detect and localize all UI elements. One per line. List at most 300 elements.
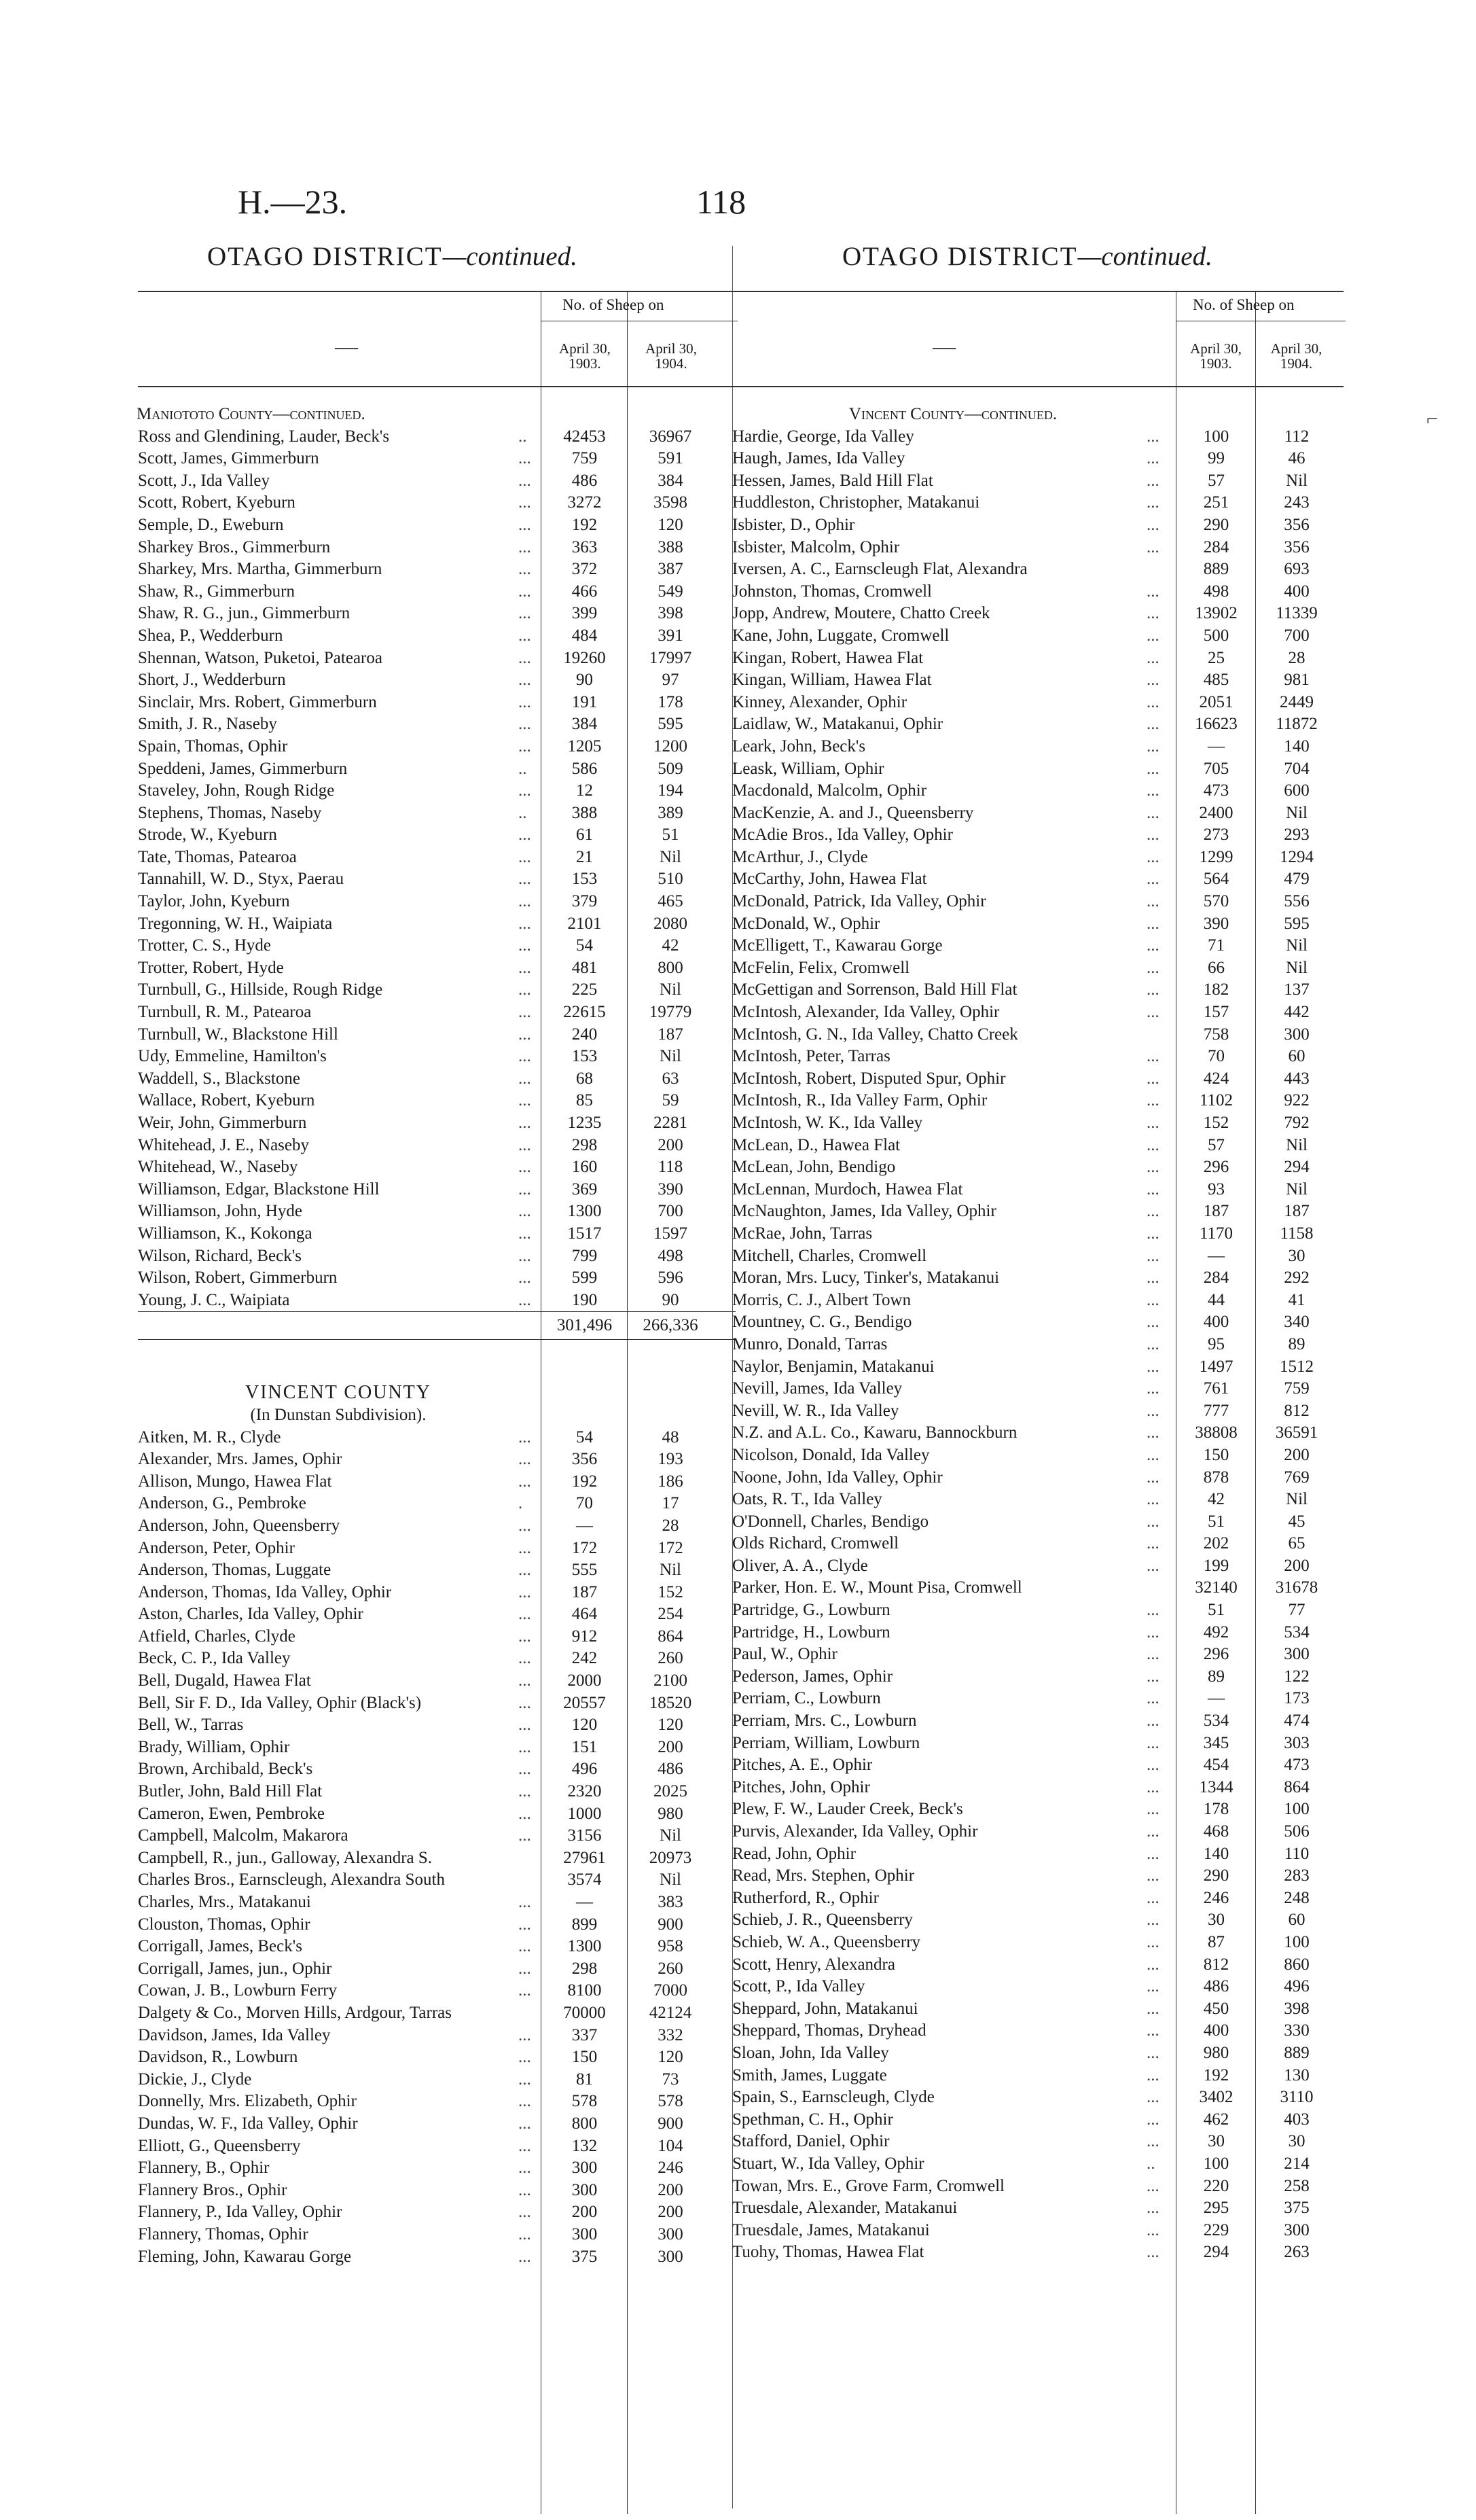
table-row <box>732 2153 1344 2176</box>
table-row <box>138 935 736 957</box>
entry-name: Anderson, Thomas, Ida Valley, Ophir <box>138 1582 392 1601</box>
leader-dots: ... <box>518 515 531 534</box>
sheep-1903: 2101 <box>567 914 602 933</box>
sheep-1903: 290 <box>1203 515 1229 534</box>
sheep-1904: 443 <box>1284 1069 1310 1088</box>
sheep-1904: 600 <box>1284 781 1310 800</box>
sheep-1904: 300 <box>658 2247 683 2266</box>
table-row <box>732 736 1344 758</box>
header-1904: April 30, 1904. <box>1270 340 1322 372</box>
table-row <box>732 1511 1344 1533</box>
sheep-1904: 246 <box>658 2159 683 2178</box>
table-row <box>732 2065 1344 2087</box>
entry-name: Johnston, Thomas, Cromwell <box>732 582 932 601</box>
sheep-1903: 192 <box>571 1472 598 1491</box>
sheep-1903: 980 <box>1203 2043 1229 2062</box>
sheep-1904: 100 <box>1284 1932 1310 1951</box>
sheep-1904: Nil <box>660 1561 681 1580</box>
sheep-1904: 294 <box>1284 1158 1310 1177</box>
entry-name: Moran, Mrs. Lucy, Tinker's, Matakanui <box>732 1268 1000 1288</box>
sheep-1903: 99 <box>1208 449 1225 468</box>
sheep-1904: 792 <box>1284 1114 1310 1132</box>
leader-dots: ... <box>518 604 531 623</box>
entry-name: Kingan, Robert, Hawea Flat <box>732 648 924 667</box>
entry-name: Partridge, H., Lowburn <box>732 1622 890 1641</box>
leader-dots: ... <box>1147 582 1159 601</box>
leader-dots: ... <box>518 2048 531 2067</box>
section-vincent: VINCENT COUNTY <box>245 1382 432 1404</box>
sheep-1904: 3598 <box>653 493 687 512</box>
entry-name: Read, John, Ophir <box>732 1844 856 1863</box>
table-row <box>138 692 736 714</box>
sheep-1904: 473 <box>1284 1756 1310 1775</box>
leader-dots: ... <box>1147 1645 1159 1664</box>
leader-dots: ... <box>1147 2132 1159 2151</box>
entry-name: Allison, Mungo, Hawea Flat <box>138 1472 332 1491</box>
sheep-1904: 390 <box>658 1179 683 1199</box>
sheep-1903: 61 <box>576 826 593 845</box>
sheep-1904: 293 <box>1284 826 1310 845</box>
sheep-1904: 258 <box>1284 2176 1310 2195</box>
sheep-1904: 300 <box>1284 2220 1310 2239</box>
entry-name: Beck, C. P., Ida Valley <box>138 1649 291 1668</box>
table-row <box>732 913 1344 936</box>
sheep-1904: 11339 <box>1276 604 1318 623</box>
leader-dots: .. <box>518 759 527 778</box>
leader-dots: ... <box>1147 1911 1159 1930</box>
sheep-1904: 118 <box>658 1158 683 1177</box>
table-row <box>732 1489 1344 1511</box>
leader-dots: ... <box>518 847 531 866</box>
sheep-1904: 549 <box>658 582 683 601</box>
entry-name: Sharkey, Mrs. Martha, Gimmerburn <box>138 560 382 579</box>
entry-name: Young, J. C., Waipiata <box>138 1290 290 1309</box>
entry-name: O'Donnell, Charles, Bendigo <box>732 1512 929 1531</box>
sheep-1903: 57 <box>1208 471 1225 490</box>
entry-name: Tuohy, Thomas, Hawea Flat <box>732 2243 924 2262</box>
sheep-1904: 332 <box>658 2025 683 2044</box>
table-row <box>732 1201 1344 1223</box>
table-row <box>732 957 1344 980</box>
sheep-1904: 693 <box>1284 560 1310 579</box>
sheep-1904: 922 <box>1284 1091 1310 1110</box>
sheep-1904: Nil <box>660 847 681 866</box>
entry-name: Wilson, Richard, Beck's <box>138 1246 302 1265</box>
entry-name: Spethman, C. H., Ophir <box>732 2110 893 2129</box>
entry-name: Waddell, S., Blackstone <box>138 1069 300 1088</box>
leader-dots: ... <box>518 1671 531 1690</box>
leader-dots: ... <box>1147 1932 1159 1951</box>
sheep-1903: 30 <box>1208 1911 1225 1930</box>
entry-name: McRae, John, Tarras <box>732 1224 873 1243</box>
table-row <box>732 1932 1344 1954</box>
leader-dots: ... <box>1147 1268 1159 1288</box>
leader-dots: ... <box>1147 1999 1159 2018</box>
entry-name: Sinclair, Mrs. Robert, Gimmerburn <box>138 692 377 711</box>
entry-name: Williamson, K., Kokonga <box>138 1224 312 1243</box>
entry-name: Charles, Mrs., Matakanui <box>138 1893 311 1911</box>
entry-name: Anderson, Thomas, Luggate <box>138 1561 331 1580</box>
table-row <box>138 758 736 781</box>
entry-name: Huddleston, Christopher, Matakanui <box>732 493 980 512</box>
entry-name: Purvis, Alexander, Ida Valley, Ophir <box>732 1822 978 1841</box>
sheep-1904: 110 <box>1284 1844 1310 1863</box>
leader-dots: ... <box>518 1649 531 1668</box>
table-row <box>732 1001 1344 1024</box>
sheep-1903: 345 <box>1203 1733 1229 1752</box>
sheep-1904: 3110 <box>1280 2088 1314 2107</box>
sheep-1903: 761 <box>1203 1379 1229 1398</box>
table-row <box>732 1267 1344 1290</box>
header-1904: April 30, 1904. <box>645 340 697 372</box>
sheep-1903: 182 <box>1203 980 1229 999</box>
sheep-1903: 284 <box>1203 1268 1229 1288</box>
leader-dots: ... <box>518 1179 531 1199</box>
table-row <box>138 2246 736 2269</box>
entry-name: Bell, Dugald, Hawea Flat <box>138 1671 311 1690</box>
leader-dots: ... <box>1147 1224 1159 1243</box>
leader-dots: ... <box>1147 803 1159 822</box>
sheep-1903: 486 <box>571 471 598 490</box>
sheep-1904: 59 <box>662 1091 679 1110</box>
leader-dots: .. <box>518 427 527 446</box>
sheep-1903: 464 <box>571 1605 598 1624</box>
sheep-1903: 42453 <box>563 427 606 446</box>
entry-name: Read, Mrs. Stephen, Ophir <box>732 1866 915 1885</box>
table-row <box>732 1777 1344 1799</box>
sheep-1904: 30 <box>1288 2132 1306 2151</box>
entry-name: Wallace, Robert, Kyeburn <box>138 1091 315 1110</box>
leader-dots: ... <box>1147 1866 1159 1885</box>
sheep-1904: 19779 <box>649 1003 692 1022</box>
entry-name: Turnbull, R. M., Patearoa <box>138 1003 312 1022</box>
entry-name: Scott, J., Ida Valley <box>138 471 270 490</box>
sheep-1904: 200 <box>658 1737 683 1756</box>
sheep-1904: 187 <box>658 1025 683 1044</box>
right-table-header <box>732 291 1344 387</box>
table-row <box>732 1909 1344 1932</box>
entry-name: Campbell, Malcolm, Makarora <box>138 1826 348 1845</box>
sheep-1904: 48 <box>662 1427 679 1447</box>
entry-name: Perriam, C., Lowburn <box>732 1689 881 1708</box>
sheep-1904: 889 <box>1284 2043 1310 2062</box>
sheep-1904: 498 <box>658 1246 683 1265</box>
entry-name: Schieb, J. R., Queensberry <box>732 1911 913 1930</box>
entry-name: Whitehead, W., Naseby <box>138 1158 298 1177</box>
entry-name: Oats, R. T., Ida Valley <box>732 1490 882 1509</box>
sheep-1904: 509 <box>658 759 683 778</box>
sheep-1903: 120 <box>571 1716 598 1735</box>
entry-name: Naylor, Benjamin, Matakanui <box>732 1357 935 1376</box>
left-table <box>138 291 736 2268</box>
entry-name: Shennan, Watson, Puketoi, Patearoa <box>138 648 382 667</box>
table-row <box>138 1869 736 1892</box>
sheep-1904: 100 <box>1284 1800 1310 1819</box>
sheep-1903: 758 <box>1203 1025 1229 1044</box>
sheep-1903: 298 <box>571 1959 598 1978</box>
sheep-1904: 700 <box>658 1202 683 1221</box>
entry-name: Strode, W., Kyeburn <box>138 826 277 845</box>
table-row <box>138 448 736 470</box>
entry-name: Taylor, John, Kyeburn <box>138 892 290 911</box>
sheep-1904: 388 <box>658 537 683 556</box>
leader-dots: ... <box>518 958 531 977</box>
leader-dots: ... <box>1147 1534 1159 1553</box>
sheep-1904: 496 <box>1284 1977 1310 1996</box>
sheep-1903: 240 <box>571 1025 598 1044</box>
sheep-1903: 20557 <box>563 1693 606 1712</box>
sheep-1903: 399 <box>571 604 598 623</box>
entry-name: Campbell, R., jun., Galloway, Alexandra S. <box>138 1848 433 1867</box>
sheep-1904: 292 <box>1284 1268 1310 1288</box>
leader-dots: ... <box>1147 1091 1159 1110</box>
sheep-1903: 1517 <box>567 1224 602 1243</box>
leader-dots: ... <box>518 2159 531 2178</box>
sheep-1903: 295 <box>1203 2199 1229 2218</box>
sheep-1903: 1300 <box>567 1202 602 1221</box>
sheep-1903: 498 <box>1203 582 1229 601</box>
table-row <box>138 1179 736 1201</box>
sheep-1903: — <box>1208 1246 1225 1265</box>
entry-name: Perriam, William, Lowburn <box>732 1733 920 1752</box>
table-row <box>138 1936 736 1958</box>
entry-name: Hessen, James, Bald Hill Flat <box>732 471 933 490</box>
table-row <box>138 1626 736 1648</box>
sheep-1903: 57 <box>1208 1135 1225 1154</box>
sheep-1903: 2320 <box>567 1782 602 1801</box>
entry-name: Anderson, G., Pembroke <box>138 1494 306 1513</box>
sheep-1904: 700 <box>1284 626 1310 645</box>
entry-name: Laidlaw, W., Matakanui, Ophir <box>732 715 943 734</box>
sheep-1903: 462 <box>1203 2110 1229 2129</box>
sheep-1903: 160 <box>571 1158 598 1177</box>
table-row <box>138 1825 736 1847</box>
table-row <box>138 2046 736 2069</box>
sheep-1904: 120 <box>658 515 683 534</box>
header-dash: — <box>335 334 358 359</box>
sheep-1903: 95 <box>1208 1334 1225 1353</box>
sheep-1903: 19260 <box>563 648 606 667</box>
sheep-1903: 284 <box>1203 537 1229 556</box>
sheep-1903: 93 <box>1208 1179 1225 1199</box>
leader-dots: ... <box>1147 1601 1159 1620</box>
leader-dots: ... <box>1147 449 1159 468</box>
entry-name: Short, J., Wedderburn <box>138 671 286 690</box>
entry-name: N.Z. and A.L. Co., Kawaru, Bannockburn <box>732 1423 1018 1442</box>
entry-name: Bell, W., Tarras <box>138 1716 244 1735</box>
sheep-1903: 21 <box>576 847 593 866</box>
leader-dots: ... <box>518 1472 531 1491</box>
sheep-1904: 391 <box>658 626 683 645</box>
table-row <box>138 1692 736 1715</box>
sheep-1904: 90 <box>662 1290 679 1309</box>
entry-name: Shaw, R., Gimmerburn <box>138 582 295 601</box>
sheep-1903: 570 <box>1203 892 1229 911</box>
table-row <box>732 1245 1344 1268</box>
sheep-1904: 479 <box>1284 870 1310 889</box>
sheep-1903: 486 <box>1203 1977 1229 1996</box>
table-row <box>732 1135 1344 1157</box>
sheep-1903: 100 <box>1203 2154 1229 2173</box>
sheep-1904: 383 <box>658 1893 683 1911</box>
table-row <box>732 1666 1344 1688</box>
table-row <box>138 537 736 559</box>
leader-dots: ... <box>1147 1135 1159 1154</box>
sheep-1903: 298 <box>571 1135 598 1154</box>
sheep-1904: 73 <box>662 2070 679 2089</box>
table-row <box>138 1493 736 1515</box>
leader-dots: ... <box>1147 537 1159 556</box>
table-row <box>732 1976 1344 1998</box>
entry-name: McIntosh, Robert, Disputed Spur, Ophir <box>732 1069 1006 1088</box>
entry-name: Leask, William, Ophir <box>732 759 884 778</box>
sheep-1904: 595 <box>1284 914 1310 933</box>
leader-dots: ... <box>518 1959 531 1978</box>
leader-dots: ... <box>1147 493 1159 512</box>
sheep-1903: 1235 <box>567 1114 602 1132</box>
table-row <box>732 625 1344 647</box>
sheep-1903: 30 <box>1208 2132 1225 2151</box>
table-row <box>138 1156 736 1179</box>
sheep-1903: 81 <box>576 2070 593 2089</box>
entry-name: Stephens, Thomas, Naseby <box>138 803 322 822</box>
leader-dots: ... <box>518 471 531 490</box>
leader-dots: ... <box>518 1693 531 1712</box>
document-code: H.—23. <box>238 183 348 221</box>
sheep-1903: 8100 <box>567 1981 602 2000</box>
table-row <box>732 1378 1344 1400</box>
table-row <box>732 448 1344 470</box>
sheep-1904: 120 <box>658 1716 683 1735</box>
entry-name: Scott, P., Ida Valley <box>732 1977 865 1996</box>
sheep-1903: 390 <box>1203 914 1229 933</box>
table-row <box>138 1068 736 1090</box>
sheep-1904: 1200 <box>653 737 687 756</box>
sheep-1904: 112 <box>1284 427 1310 446</box>
sheep-1904: Nil <box>1286 936 1308 955</box>
entry-name: McIntosh, W. K., Ida Valley <box>732 1114 923 1132</box>
sheep-1904: 30 <box>1288 1246 1306 1265</box>
leader-dots: ... <box>1147 1334 1159 1353</box>
sheep-1904: Nil <box>1286 1490 1308 1509</box>
leader-dots: ... <box>1147 1756 1159 1775</box>
entry-name: Paul, W., Ophir <box>732 1645 838 1664</box>
sheep-1903: 85 <box>576 1091 593 1110</box>
leader-dots: ... <box>1147 2176 1159 2195</box>
table-row <box>732 1068 1344 1090</box>
sheep-1903: 202 <box>1203 1534 1229 1553</box>
sheep-1904: 20973 <box>649 1848 692 1867</box>
entry-name: McElligett, T., Kawarau Gorge <box>732 936 943 955</box>
sheep-1904: Nil <box>660 1047 681 1066</box>
leader-dots: ... <box>518 715 531 734</box>
table-row <box>138 824 736 847</box>
sheep-1904: 120 <box>658 2048 683 2067</box>
sheep-1904: 263 <box>1284 2243 1310 2262</box>
leader-dots: .. <box>1147 2154 1155 2173</box>
sheep-1903: 1299 <box>1199 847 1234 866</box>
leader-dots: ... <box>1147 1158 1159 1177</box>
table-row <box>732 603 1344 625</box>
sheep-1903: 200 <box>571 2203 598 2222</box>
entry-name: Trotter, Robert, Hyde <box>138 958 284 977</box>
entry-name: Shea, P., Wedderburn <box>138 626 283 645</box>
table-row <box>138 736 736 758</box>
table-row <box>138 847 736 869</box>
leader-dots: ... <box>1147 427 1159 446</box>
entry-name: Butler, John, Bald Hill Flat <box>138 1782 323 1801</box>
sheep-1903: 485 <box>1203 671 1229 690</box>
table-row <box>138 514 736 537</box>
table-row <box>138 647 736 670</box>
sheep-1904: 300 <box>658 2224 683 2243</box>
sheep-1904: 243 <box>1284 493 1310 512</box>
table-row <box>732 1467 1344 1489</box>
leader-dots: ... <box>518 936 531 955</box>
entry-name: Pederson, James, Ophir <box>732 1667 893 1686</box>
leader-dots: ... <box>518 1561 531 1580</box>
table-row <box>732 1954 1344 1976</box>
entry-name: Aitken, M. R., Clyde <box>138 1427 281 1447</box>
sheep-1903: 3574 <box>567 1870 602 1889</box>
leader-dots: ... <box>1147 604 1159 623</box>
leader-dots: ... <box>1147 759 1159 778</box>
entry-name: McIntosh, R., Ida Valley Farm, Ophir <box>732 1091 988 1110</box>
leader-dots: ... <box>1147 2021 1159 2040</box>
leader-dots: ... <box>518 1450 531 1469</box>
sheep-1903: 300 <box>571 2180 598 2199</box>
sheep-1903: 564 <box>1203 870 1229 889</box>
sheep-1904: 556 <box>1284 892 1310 911</box>
leader-dots: ... <box>518 1627 531 1646</box>
sheep-1903: 599 <box>571 1268 598 1288</box>
entry-name: Weir, John, Gimmerburn <box>138 1114 307 1132</box>
table-row <box>138 802 736 825</box>
sheep-1904: 300 <box>1284 1645 1310 1664</box>
table-row <box>138 2157 736 2180</box>
table-row <box>138 1892 736 1914</box>
leader-dots: ... <box>518 1782 531 1801</box>
table-row <box>138 426 736 448</box>
header-1903: April 30, 1903. <box>559 340 611 372</box>
table-row <box>138 1538 736 1560</box>
leader-dots: ... <box>518 1135 531 1154</box>
table-row <box>732 426 1344 448</box>
leader-dots: ... <box>1147 1069 1159 1088</box>
entry-name: Flannery, Thomas, Ophir <box>138 2224 308 2243</box>
sheep-1903: 187 <box>571 1582 598 1601</box>
sheep-1904: 2281 <box>653 1114 687 1132</box>
table-row <box>138 625 736 647</box>
leader-dots: ... <box>518 1047 531 1066</box>
table-row <box>732 1577 1344 1599</box>
table-row <box>732 2087 1344 2109</box>
sheep-1903: — <box>576 1893 593 1911</box>
leader-dots: ... <box>518 1091 531 1110</box>
sheep-1904: 398 <box>658 604 683 623</box>
entry-name: Charles Bros., Earnscleugh, Alexandra South <box>138 1870 445 1889</box>
sheep-1904: 60 <box>1288 1911 1306 1930</box>
sheep-1904: 214 <box>1284 2154 1310 2173</box>
entry-name: Kinney, Alexander, Ophir <box>732 692 907 711</box>
sheep-1903: 70 <box>1208 1047 1225 1066</box>
sheep-1904: 51 <box>662 826 679 845</box>
entry-name: McGettigan and Sorrenson, Bald Hill Flat <box>732 980 1018 999</box>
sheep-1903: 225 <box>571 980 598 999</box>
table-row <box>732 1710 1344 1733</box>
sheep-1904: 137 <box>1284 980 1310 999</box>
sheep-1903: 27961 <box>563 1848 606 1867</box>
